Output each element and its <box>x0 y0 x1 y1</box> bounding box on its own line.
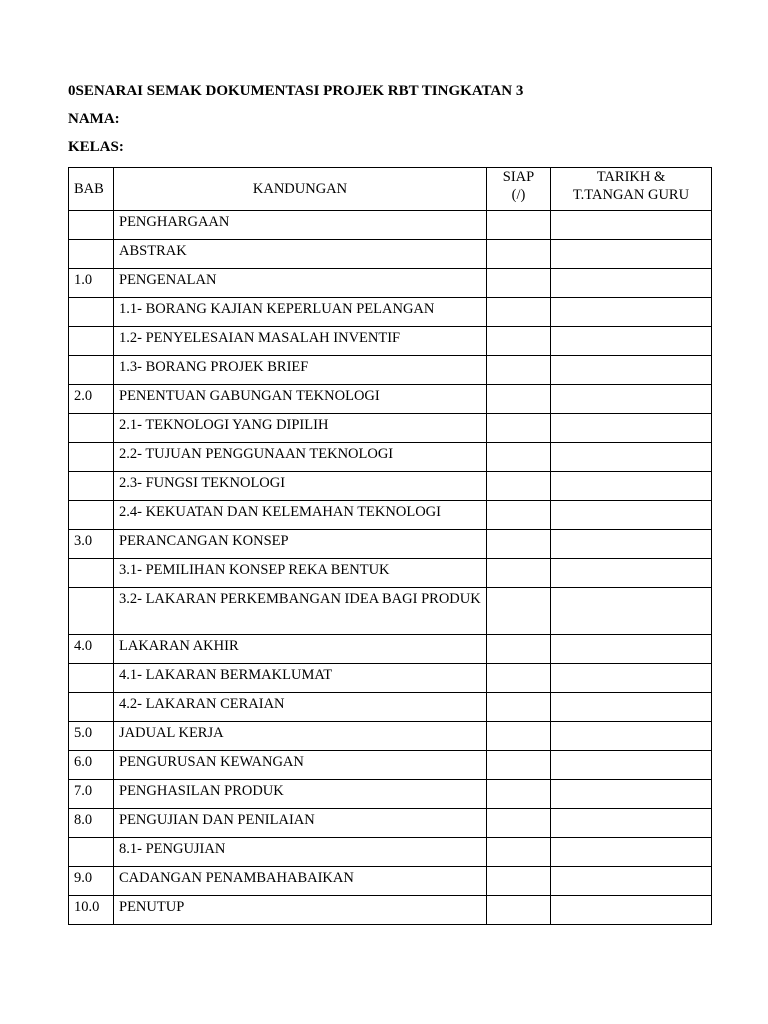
kandungan-cell: 3.1- PEMILIHAN KONSEP REKA BENTUK <box>114 559 487 588</box>
kandungan-cell: 1.1- BORANG KAJIAN KEPERLUAN PELANGAN <box>114 298 487 327</box>
table-row <box>69 559 712 588</box>
tarikh-signature-cell[interactable] <box>551 472 712 501</box>
kandungan-cell: 1.3- BORANG PROJEK BRIEF <box>114 356 487 385</box>
kandungan-cell: 2.3- FUNGSI TEKNOLOGI <box>114 472 487 501</box>
kandungan-cell: PENUTUP <box>114 896 487 925</box>
tarikh-signature-cell[interactable] <box>551 443 712 472</box>
siap-checkbox-cell[interactable] <box>487 501 551 530</box>
bab-cell <box>69 414 114 443</box>
siap-checkbox-cell[interactable] <box>487 588 551 635</box>
tarikh-signature-cell[interactable] <box>551 211 712 240</box>
table-row <box>69 867 712 896</box>
bab-cell: 7.0 <box>69 780 114 809</box>
table-row <box>69 501 712 530</box>
kandungan-cell: PENENTUAN GABUNGAN TEKNOLOGI <box>114 385 487 414</box>
table-row <box>69 896 712 925</box>
kandungan-cell: PERANCANGAN KONSEP <box>114 530 487 559</box>
tarikh-signature-cell[interactable] <box>551 414 712 443</box>
siap-checkbox-cell[interactable] <box>487 693 551 722</box>
bab-cell <box>69 501 114 530</box>
table-row <box>69 414 712 443</box>
table-row <box>69 298 712 327</box>
siap-checkbox-cell[interactable] <box>487 838 551 867</box>
bab-cell <box>69 327 114 356</box>
table-row <box>69 211 712 240</box>
header-tarikh-line1: TARIKH & <box>596 169 666 185</box>
siap-checkbox-cell[interactable] <box>487 385 551 414</box>
tarikh-signature-cell[interactable] <box>551 501 712 530</box>
table-row <box>69 356 712 385</box>
kandungan-cell: ABSTRAK <box>114 240 487 269</box>
kandungan-cell: PENGHASILAN PRODUK <box>114 780 487 809</box>
bab-cell: 5.0 <box>69 722 114 751</box>
kandungan-cell: 4.1- LAKARAN BERMAKLUMAT <box>114 664 487 693</box>
table-row <box>69 693 712 722</box>
table-row <box>69 588 712 635</box>
kandungan-cell: JADUAL KERJA <box>114 722 487 751</box>
kandungan-cell: 2.4- KEKUATAN DAN KELEMAHAN TEKNOLOGI <box>114 501 487 530</box>
table-row <box>69 385 712 414</box>
table-row <box>69 722 712 751</box>
header-tarikh-line2: T.TANGAN GURU <box>572 187 690 203</box>
table-row <box>69 635 712 664</box>
siap-checkbox-cell[interactable] <box>487 211 551 240</box>
bab-cell: 8.0 <box>69 809 114 838</box>
tarikh-signature-cell[interactable] <box>551 559 712 588</box>
table-row <box>69 780 712 809</box>
tarikh-signature-cell[interactable] <box>551 780 712 809</box>
tarikh-signature-cell[interactable] <box>551 356 712 385</box>
bab-cell <box>69 211 114 240</box>
kandungan-cell: 1.2- PENYELESAIAN MASALAH INVENTIF <box>114 327 487 356</box>
table-row <box>69 664 712 693</box>
kandungan-cell: 2.2- TUJUAN PENGGUNAAN TEKNOLOGI <box>114 443 487 472</box>
bab-cell <box>69 443 114 472</box>
kandungan-cell: PENGHARGAAN <box>114 211 487 240</box>
bab-cell: 1.0 <box>69 269 114 298</box>
siap-checkbox-cell[interactable] <box>487 751 551 780</box>
siap-checkbox-cell[interactable] <box>487 722 551 751</box>
bab-cell <box>69 298 114 327</box>
siap-checkbox-cell[interactable] <box>487 269 551 298</box>
tarikh-signature-cell[interactable] <box>551 588 712 635</box>
bab-cell: 6.0 <box>69 751 114 780</box>
checklist-table <box>68 167 712 925</box>
bab-cell: 3.0 <box>69 530 114 559</box>
table-row <box>69 269 712 298</box>
tarikh-signature-cell[interactable] <box>551 530 712 559</box>
tarikh-signature-cell[interactable] <box>551 327 712 356</box>
siap-checkbox-cell[interactable] <box>487 240 551 269</box>
siap-checkbox-cell[interactable] <box>487 443 551 472</box>
siap-checkbox-cell[interactable] <box>487 414 551 443</box>
siap-checkbox-cell[interactable] <box>487 298 551 327</box>
table-row <box>69 530 712 559</box>
tarikh-signature-cell[interactable] <box>551 722 712 751</box>
kandungan-cell: PENGENALAN <box>114 269 487 298</box>
kelas-label: KELAS: <box>68 139 124 155</box>
tarikh-signature-cell[interactable] <box>551 240 712 269</box>
bab-cell <box>69 693 114 722</box>
siap-checkbox-cell[interactable] <box>487 356 551 385</box>
kandungan-cell: CADANGAN PENAMBAHABAIKAN <box>114 867 487 896</box>
header-tarikh <box>551 168 712 211</box>
kandungan-cell: 4.2- LAKARAN CERAIAN <box>114 693 487 722</box>
nama-label: NAMA: <box>68 111 120 127</box>
siap-checkbox-cell[interactable] <box>487 472 551 501</box>
tarikh-signature-cell[interactable] <box>551 867 712 896</box>
kandungan-cell: PENGUJIAN DAN PENILAIAN <box>114 809 487 838</box>
tarikh-signature-cell[interactable] <box>551 693 712 722</box>
bab-cell <box>69 559 114 588</box>
bab-cell <box>69 838 114 867</box>
bab-cell <box>69 664 114 693</box>
bab-cell <box>69 588 114 635</box>
bab-cell <box>69 240 114 269</box>
kandungan-cell: 8.1- PENGUJIAN <box>114 838 487 867</box>
tarikh-signature-cell[interactable] <box>551 635 712 664</box>
siap-checkbox-cell[interactable] <box>487 559 551 588</box>
tarikh-signature-cell[interactable] <box>551 385 712 414</box>
siap-checkbox-cell[interactable] <box>487 327 551 356</box>
siap-checkbox-cell[interactable] <box>487 635 551 664</box>
document-title: 0SENARAI SEMAK DOKUMENTASI PROJEK RBT TINGKATAN 3 <box>68 83 524 99</box>
siap-checkbox-cell[interactable] <box>487 896 551 925</box>
header-kandungan: KANDUNGAN <box>114 168 487 211</box>
bab-cell: 4.0 <box>69 635 114 664</box>
kandungan-cell: 2.1- TEKNOLOGI YANG DIPILIH <box>114 414 487 443</box>
table-header-row <box>69 168 712 211</box>
bab-cell <box>69 472 114 501</box>
table-row <box>69 751 712 780</box>
kandungan-cell: PENGURUSAN KEWANGAN <box>114 751 487 780</box>
bab-cell: 2.0 <box>69 385 114 414</box>
tarikh-signature-cell[interactable] <box>551 809 712 838</box>
kandungan-cell: LAKARAN AKHIR <box>114 635 487 664</box>
tarikh-signature-cell[interactable] <box>551 269 712 298</box>
table-row <box>69 809 712 838</box>
siap-checkbox-cell[interactable] <box>487 809 551 838</box>
siap-checkbox-cell[interactable] <box>487 664 551 693</box>
table-row <box>69 472 712 501</box>
tarikh-signature-cell[interactable] <box>551 751 712 780</box>
header-bab: BAB <box>69 168 114 211</box>
table-row <box>69 838 712 867</box>
table-row <box>69 327 712 356</box>
tarikh-signature-cell[interactable] <box>551 664 712 693</box>
table-row <box>69 240 712 269</box>
tarikh-signature-cell[interactable] <box>551 838 712 867</box>
tarikh-signature-cell[interactable] <box>551 298 712 327</box>
siap-checkbox-cell[interactable] <box>487 867 551 896</box>
siap-checkbox-cell[interactable] <box>487 780 551 809</box>
bab-cell: 9.0 <box>69 867 114 896</box>
header-siap-line1: SIAP <box>502 169 535 185</box>
bab-cell: 10.0 <box>69 896 114 925</box>
header-siap <box>487 168 551 211</box>
bab-cell <box>69 356 114 385</box>
siap-checkbox-cell[interactable] <box>487 530 551 559</box>
tarikh-signature-cell[interactable] <box>551 896 712 925</box>
kandungan-cell: 3.2- LAKARAN PERKEMBANGAN IDEA BAGI PRODUK <box>114 588 487 635</box>
header-siap-line2: (/) <box>511 187 526 203</box>
table-row <box>69 443 712 472</box>
